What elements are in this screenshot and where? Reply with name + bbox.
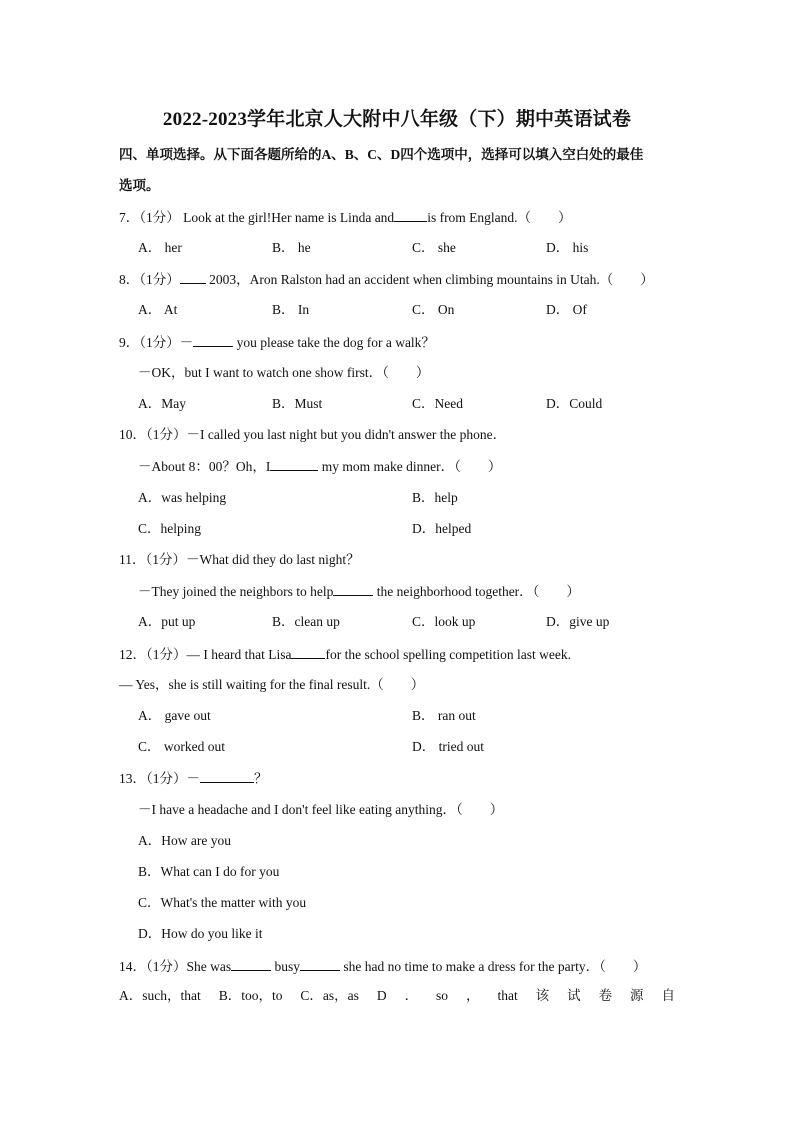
section-heading: 四、单项选择。从下面各题所给的A、B、C、D四个选项中，选择可以填入空白处的最佳 [119,147,644,162]
answer-blank [291,645,325,659]
q13-option-b[interactable]: B．What can I do for you [138,864,280,879]
q7-option-b[interactable]: B． he [272,240,311,255]
q14-option-d-comma: ， [466,988,480,1003]
answer-blank [231,957,271,971]
q12-option-a[interactable]: A． gave out [138,708,211,723]
question-10-reply: －About 8：00？Oh，I my mom make dinner．（ ） [138,459,502,474]
q14-options-row [119,987,675,1005]
q12-option-b[interactable]: B． ran out [412,708,476,723]
answer-blank [300,957,340,971]
q14-option-d-dot: ． [404,988,419,1003]
trailing-char: 该 [535,988,550,1003]
question-13: 13．（1分）－ ？ [119,771,268,786]
question-13-reply: －I have a headache and I don't feel like eating anything．（ ） [138,802,504,817]
q13-option-c[interactable]: C．What's the matter with you [138,895,307,910]
q10-option-d[interactable]: D．helped [412,521,472,536]
q11-option-c[interactable]: C．look up [412,614,476,629]
q11-option-a[interactable]: A．put up [138,614,196,629]
q12-option-d[interactable]: D． tried out [412,739,484,754]
q14-option-d-word1: so [436,988,449,1003]
q10-option-a[interactable]: A．was helping [138,490,227,505]
q9-option-d[interactable]: D．Could [546,396,603,411]
question-9: 9．（1分）－ you please take the dog for a walk？ [119,335,435,350]
question-8: 8．（1分） 2003，Aron Ralston had an accident when climbing mountains in Utah.（ ） [119,272,654,287]
trailing-char: 自 [661,988,675,1003]
q11-option-d[interactable]: D．give up [546,614,610,629]
answer-blank [193,333,233,347]
answer-blank [394,208,427,222]
q7-option-d[interactable]: D． his [546,240,589,255]
trailing-char: 源 [630,988,644,1003]
q9-option-b[interactable]: B．Must [272,396,323,411]
q7-option-c[interactable]: C． she [412,240,456,255]
question-11: 11．（1分）－What did they do last night？ [119,552,360,567]
q9-option-a[interactable]: A．May [138,396,186,411]
q8-option-c[interactable]: C． On [412,302,455,317]
q14-option-b[interactable]: B．too，to [218,988,283,1003]
answer-blank [200,769,254,783]
question-11-reply: －They joined the neighbors to help the neighborhood together．（ ） [138,584,580,599]
q10-option-c[interactable]: C．helping [138,521,201,536]
q13-option-d[interactable]: D．How do you like it [138,926,263,941]
question-10: 10．（1分）－I called you last night but you didn't answer the phone． [119,427,507,442]
q7-option-a[interactable]: A． her [138,240,182,255]
answer-blank [180,270,206,284]
q14-option-d-word2: that [497,988,518,1003]
trailing-char: 卷 [598,988,613,1003]
answer-blank [270,457,318,471]
q14-option-c[interactable]: C．as，as [300,988,359,1003]
answer-blank [333,582,373,596]
q10-option-b[interactable]: B．help [412,490,458,505]
q14-option-a[interactable]: A．such，that [119,988,201,1003]
q8-option-a[interactable]: A． At [138,302,178,317]
q14-option-d-letter[interactable]: D [376,988,387,1003]
q9-option-c[interactable]: C．Need [412,396,463,411]
q11-option-b[interactable]: B．clean up [272,614,340,629]
question-9-reply: －OK，but I want to watch one show first．（ ） [138,365,430,380]
q8-option-b[interactable]: B． In [272,302,310,317]
q8-option-d[interactable]: D． Of [546,302,587,317]
question-12-reply: — Yes，she is still waiting for the final result.（ ） [119,677,425,692]
question-12: 12．（1分）— I heard that Lisa for the school spelling competition last week. [119,647,572,662]
question-7: 7．（1分） Look at the girl!Her name is Linda and is from England.（ ） [119,210,572,225]
trailing-char: 试 [567,988,581,1003]
page-title: 2022-2023学年北京人大附中八年级（下）期中英语试卷 [162,109,632,130]
q12-option-c[interactable]: C． worked out [138,739,225,754]
question-14: 14．（1分）She was busy she had no time to make a dress for the party．（ ） [119,959,647,974]
q13-option-a[interactable]: A．How are you [138,833,231,848]
section-heading-cont: 选项。 [119,178,160,193]
